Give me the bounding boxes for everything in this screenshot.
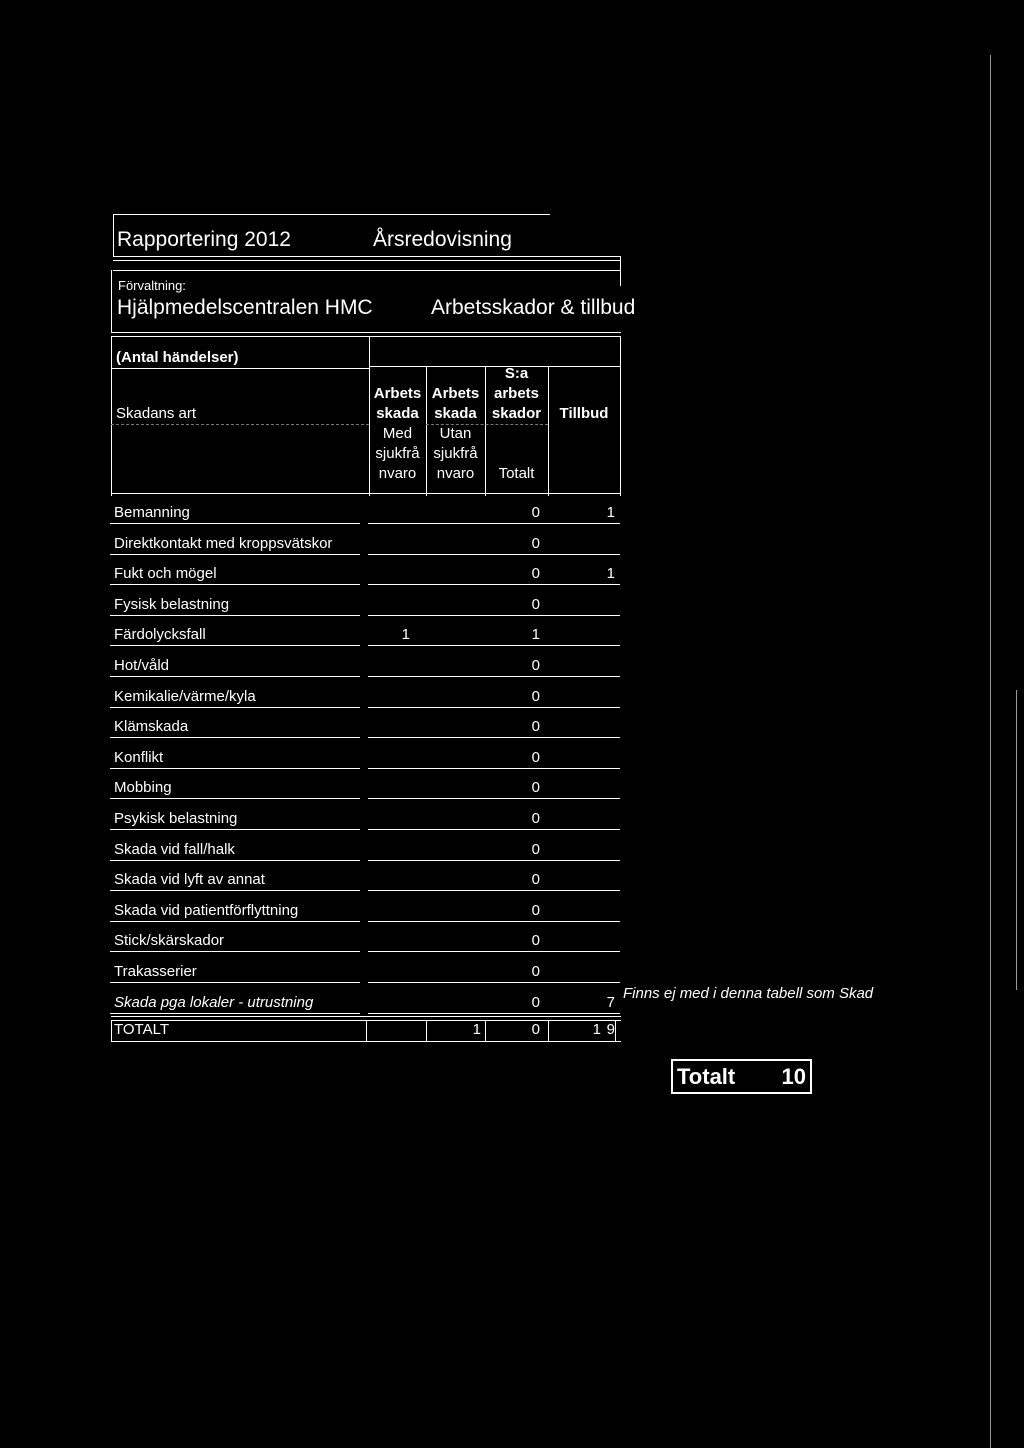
table-row [110,984,620,1014]
admin-name: Hjälpmedelscentralen HMC [117,296,373,319]
col-totalt-header: S:a arbets skador Totalt [491,365,542,482]
row-rule [110,1013,360,1014]
row-label: Stick/skärskador [114,932,225,950]
report-title: Rapportering 2012 [117,228,291,251]
row-label: Skada vid lyft av annat [114,871,265,889]
report-type: Arbetsskador & tillbud [431,296,636,319]
admin-label: Förvaltning: [118,278,186,293]
cell-totalt: 0 [531,565,540,583]
cell-totalt: 0 [531,779,540,797]
row-label: Direktkontakt med kroppsvätskor [114,534,333,552]
table-row [110,831,620,861]
cell-totalt: 0 [531,901,540,919]
cell-totalt: 0 [531,810,540,827]
row-label: Färdolycksfall [114,626,206,644]
row-label: Klämskada [114,718,189,736]
unit-label: (Antal händelser) [116,349,239,366]
cell-totalt: 0 [531,840,540,858]
side-note: Finns ej med i denna tabell som Skad [623,985,874,1002]
row-label: Fysisk belastning [114,595,230,613]
row-label: Bemanning [114,504,190,521]
total-label: TOTALT [114,1021,170,1038]
col-med-header: Arbets skada Med sjukfrå nvaro [373,385,422,482]
row-label: Hot/våld [114,657,170,674]
cell-totalt: 0 [531,932,540,950]
table-row [110,525,620,555]
row-header: Skadans art [116,405,197,422]
table-row [110,953,620,983]
total-tillbud: 9 [606,1021,615,1038]
cell-totalt: 0 [531,871,540,889]
table-row [110,892,620,922]
row-label: Skada vid fall/halk [114,840,235,858]
row-label: Skada vid patientförflyttning [114,901,299,919]
table-row [110,769,620,799]
cell-tillbud: 1 [606,565,615,583]
row-label: Skada pga lokaler - utrustning [114,993,314,1011]
cell-med: 1 [401,626,410,644]
table-row [110,555,620,585]
cell-totalt: 0 [531,748,540,766]
grand-total-label: Totalt [677,1064,736,1089]
cell-totalt: 0 [531,963,540,980]
cell-tillbud: 7 [606,993,615,1011]
cell-totalt: 0 [531,718,540,736]
total-totalt: 1 [592,1021,601,1038]
total-row [110,1017,620,1041]
grand-total-box [671,1059,812,1094]
table-row [110,800,620,830]
cell-totalt: 0 [531,534,540,552]
cell-totalt: 0 [531,504,540,521]
table-row [110,616,620,646]
cell-tillbud: 1 [606,504,615,521]
cell-totalt: 0 [531,687,540,705]
total-utan: 0 [531,1021,540,1038]
row-label: Mobbing [114,779,172,797]
table-row [110,739,620,769]
table-row [110,586,620,616]
table-row [110,647,620,677]
row-label: Konflikt [114,748,164,766]
cell-totalt: 0 [531,595,540,613]
page-edge-line-right [1016,690,1017,990]
row-rule [368,1013,620,1014]
row-label: Fukt och mögel [114,565,217,583]
table-row [110,678,620,708]
table-row [110,708,620,738]
row-label: Trakasserier [114,963,197,980]
table-row [110,922,620,952]
total-med: 1 [472,1021,481,1038]
grand-total-value: 10 [781,1064,806,1089]
cell-totalt: 1 [531,626,540,644]
page-edge-line [990,55,991,1448]
col-tillbud-header: Tillbud [559,405,609,422]
row-label: Kemikalie/värme/kyla [114,687,256,705]
cell-totalt: 0 [531,657,540,674]
cell-totalt: 0 [531,993,540,1011]
col-utan-header: Arbets skada Utan sjukfrå nvaro [431,385,480,482]
table-row [110,494,620,524]
report-subtitle: Årsredovisning [373,228,512,251]
table-row [110,861,620,891]
row-label: Psykisk belastning [114,810,238,827]
